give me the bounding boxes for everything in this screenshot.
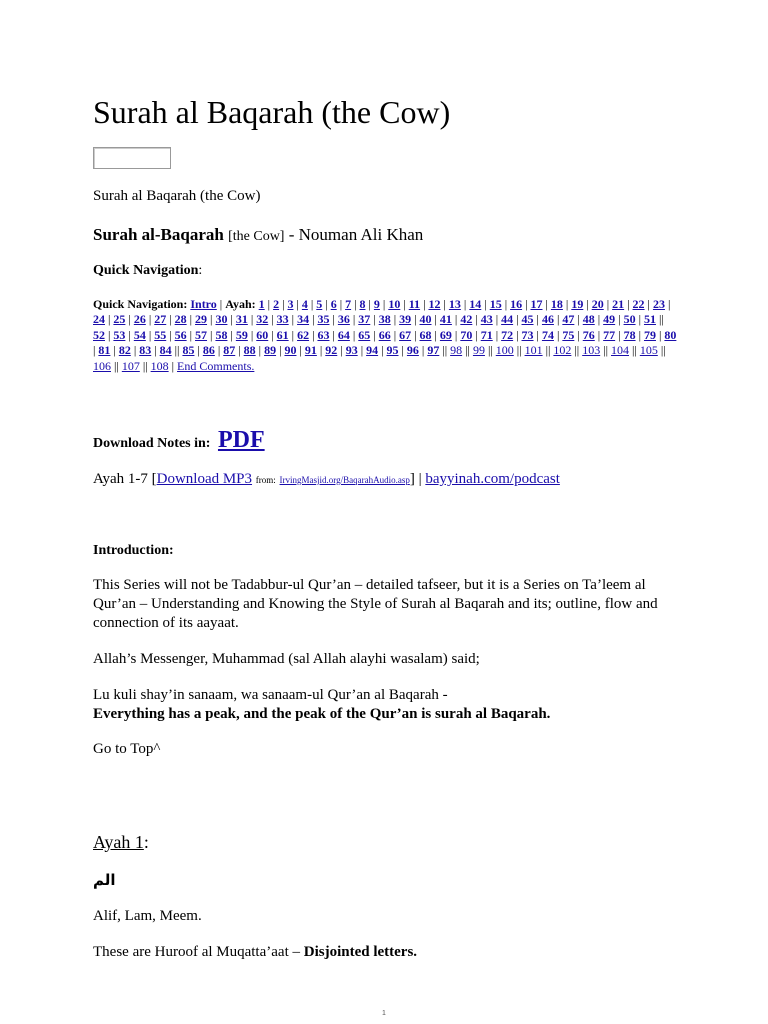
- nav-link-ayah-77[interactable]: 77: [603, 327, 616, 342]
- nav-link-ayah-84[interactable]: 84: [159, 343, 172, 358]
- nav-link-ayah-101[interactable]: 101: [524, 343, 543, 358]
- nav-link-ayah-51[interactable]: 51: [643, 312, 656, 327]
- irving-masjid-link[interactable]: IrvingMasjid.org/BaqarahAudio.asp: [279, 475, 410, 485]
- nav-link-ayah-78[interactable]: 78: [623, 327, 636, 342]
- nav-link-ayah-81[interactable]: 81: [98, 343, 111, 358]
- nav-link-ayah-106[interactable]: 106: [93, 358, 111, 373]
- nav-link-ayah-93[interactable]: 93: [345, 343, 358, 358]
- nav-link-ayah-80[interactable]: 80: [664, 327, 677, 342]
- nav-link-ayah-48[interactable]: 48: [582, 312, 595, 327]
- nav-link-ayah-47[interactable]: 47: [562, 312, 575, 327]
- nav-link-intro[interactable]: Intro: [190, 297, 217, 311]
- quick-navigation-heading-colon: :: [198, 263, 203, 278]
- nav-link-ayah-75[interactable]: 75: [562, 327, 575, 342]
- nav-link-ayah-31[interactable]: 31: [235, 312, 248, 327]
- nav-link-ayah-23[interactable]: 23: [652, 297, 665, 311]
- nav-link-ayah-38[interactable]: 38: [378, 312, 391, 327]
- ayah-audio-mid: ] |: [409, 471, 426, 487]
- nav-link-ayah-50[interactable]: 50: [623, 312, 636, 327]
- nav-link-ayah-99[interactable]: 99: [472, 343, 485, 358]
- surah-translation: [the Cow]: [228, 229, 285, 244]
- nav-link-end-comments[interactable]: End Comments.: [177, 358, 255, 373]
- nav-link-ayah-102[interactable]: 102: [553, 343, 572, 358]
- nav-link-ayah-89[interactable]: 89: [264, 343, 277, 358]
- nav-link-ayah-8[interactable]: 8: [359, 297, 366, 311]
- nav-link-ayah-39[interactable]: 39: [399, 312, 412, 327]
- nav-link-ayah-21[interactable]: 21: [612, 297, 625, 311]
- nav-link-ayah-96[interactable]: 96: [406, 343, 419, 358]
- nav-link-ayah-3[interactable]: 3: [287, 297, 294, 311]
- nav-link-ayah-9[interactable]: 9: [373, 297, 380, 311]
- nav-link-ayah-104[interactable]: 104: [611, 343, 629, 358]
- arabic-letters: الم: [93, 871, 116, 889]
- nav-link-ayah-49[interactable]: 49: [603, 312, 616, 327]
- nav-link-ayah-5[interactable]: 5: [316, 297, 323, 311]
- nav-link-ayah-6[interactable]: 6: [330, 297, 337, 311]
- quick-navigation-label: Quick Navigation:: [93, 297, 188, 311]
- nav-link-ayah-98[interactable]: 98: [450, 343, 463, 358]
- nav-link-ayah-83[interactable]: 83: [139, 343, 152, 358]
- nav-link-ayah-17[interactable]: 17: [530, 297, 543, 311]
- nav-link-ayah-85[interactable]: 85: [182, 343, 195, 358]
- quick-navigation-heading-label: Quick Navigation: [93, 263, 199, 278]
- ayah-audio-line: [93, 469, 683, 490]
- nav-link-ayah-11[interactable]: 11: [408, 297, 421, 311]
- subtitle: Surah al Baqarah (the Cow): [93, 188, 261, 204]
- quote-block: [93, 686, 683, 724]
- messenger-said: Allah’s Messenger, Muhammad (sal Allah alayhi wasalam) said;: [93, 651, 480, 667]
- quote-translation: Everything has a peak, and the peak of the Qur’an is surah al Baqarah.: [93, 706, 551, 722]
- nav-link-ayah-35[interactable]: 35: [317, 312, 330, 327]
- nav-link-ayah-37[interactable]: 37: [358, 312, 371, 327]
- nav-link-ayah-18[interactable]: 18: [550, 297, 563, 311]
- huroof-bold: Disjointed letters.: [303, 944, 418, 960]
- nav-link-ayah-4[interactable]: 4: [301, 297, 308, 311]
- nav-link-ayah-29[interactable]: 29: [195, 312, 208, 327]
- empty-box: [93, 147, 171, 169]
- nav-link-ayah-14[interactable]: 14: [469, 297, 482, 311]
- nav-link-ayah-79[interactable]: 79: [643, 327, 656, 342]
- nav-link-ayah-40[interactable]: 40: [419, 312, 432, 327]
- nav-link-ayah-46[interactable]: 46: [541, 312, 554, 327]
- nav-link-ayah-7[interactable]: 7: [345, 297, 352, 311]
- nav-link-ayah-22[interactable]: 22: [632, 297, 645, 311]
- nav-link-ayah-28[interactable]: 28: [174, 312, 187, 327]
- nav-link-ayah-100[interactable]: 100: [495, 343, 514, 358]
- nav-link-ayah-92[interactable]: 92: [325, 343, 338, 358]
- page-number: 1: [382, 1010, 386, 1017]
- nav-link-ayah-68[interactable]: 68: [419, 327, 432, 342]
- nav-link-ayah-94[interactable]: 94: [366, 343, 379, 358]
- nav-link-ayah-24[interactable]: 24: [93, 312, 105, 327]
- quote-transliteration: Lu kuli shay’in sanaam, wa sanaam-ul Qur’an al Baqarah -: [93, 687, 448, 703]
- nav-link-ayah-36[interactable]: 36: [337, 312, 350, 327]
- from-label: from:: [255, 475, 276, 485]
- nav-link-ayah-55[interactable]: 55: [154, 327, 167, 342]
- ayah-links: 1 | 2 | 3 | 4 | 5 | 6 | 7 | 8 | 9 | 10 | 11 | 12 | 13 | 14 | 15 | 16 | 17 | 18 | 19 | 20 | 21 | 22 | 23 | 24 | 25 | 26 | 27 | 28 | 29 | 30 | 31 | 32 | 33 | 34 | 35 | 36 | 37 | 38 | 39 | 40 | 41 | 42 | 43 | 44 | 45 | 46 | 47 | 48 | 49 | 50 | 51 || 52 | 53 | 54 | 55 | 56 | 57 | 58 | 59 | 60 | 61 | 62 | 63 | 64 | 65 | 66 | 67 | 68 | 69 | 70 | 71 | 72 | 73 | 74 | 75 | 76 | 77 | 78 | 79 | 80 | 81 | 82 | 83 | 84 || 85 | 86 | 87 | 88 | 89 | 90 | 91 | 92 | 93 | 94 | 95 | 96 | 97 || 98 || 99 || 100 || 101 || 102 || 103 || 104 || 105 || 106 || 107 || 108 | End Comments.: [93, 297, 677, 373]
- nav-link-ayah-12[interactable]: 12: [428, 297, 441, 311]
- introduction-heading: Introduction:: [93, 543, 174, 558]
- nav-link-ayah-107[interactable]: 107: [121, 358, 140, 373]
- go-to-top[interactable]: Go to Top^: [93, 741, 161, 757]
- nav-link-ayah-69[interactable]: 69: [439, 327, 452, 342]
- huroof-line: [93, 943, 683, 962]
- nav-link-ayah-54[interactable]: 54: [133, 327, 146, 342]
- download-notes-label: Download Notes in:: [93, 436, 211, 451]
- nav-link-ayah-91[interactable]: 91: [304, 343, 317, 358]
- nav-link-ayah-66[interactable]: 66: [378, 327, 391, 342]
- nav-link-ayah-58[interactable]: 58: [215, 327, 228, 342]
- nav-link-ayah-26[interactable]: 26: [133, 312, 146, 327]
- nav-link-ayah-74[interactable]: 74: [541, 327, 554, 342]
- author-line: [93, 224, 683, 248]
- surah-name: Surah al-Baqarah: [93, 225, 224, 244]
- download-notes: [93, 425, 683, 459]
- nav-link-ayah-16[interactable]: 16: [510, 297, 523, 311]
- nav-link-ayah-65[interactable]: 65: [358, 327, 371, 342]
- nav-link-ayah-73[interactable]: 73: [521, 327, 534, 342]
- ayah-1-heading: [93, 831, 683, 853]
- nav-link-ayah-67[interactable]: 67: [399, 327, 412, 342]
- ayah-1-heading-colon: :: [143, 832, 149, 852]
- transliteration: Alif, Lam, Meem.: [93, 908, 202, 924]
- nav-link-ayah-34[interactable]: 34: [297, 312, 310, 327]
- author-separator: -: [284, 225, 299, 244]
- page-title: Surah al Baqarah (the Cow): [93, 94, 451, 130]
- quick-navigation: Quick Navigation: Intro | Ayah: 1 | 2 | 3 | 4 | 5 | 6 | 7 | 8 | 9 | 10 | 11 | 12 | 13 | 14 | 15 | 16 | 17 | 18 | 19 | 20 | 21 | 22 | 23 | 24 | 25 | 26 | 27 | 28 | 29 | 30 | 31 | 32 | 33 | 34 | 35 | 36 | 37 | 38 | 39 | 40 | 41 | 42 | 43 | 44 | 45 | 46 | 47 | 48 | 49 | 50 | 51 || 52 | 53 | 54 | 55 | 56 | 57 | 58 | 59 | 60 | 61 | 62 | 63 | 64 | 65 | 66 | 67 | 68 | 69 | 70 | 71 | 72 | 73 | 74 | 75 | 76 | 77 | 78 | 79 | 80 | 81 | 82 | 83 | 84 || 85 | 86 | 87 | 88 | 89 | 90 | 91 | 92 | 93 | 94 | 95 | 96 | 97 || 98 || 99 || 100 || 101 || 102 || 103 || 104 || 105 || 106 || 107 || 108 | End Comments.: [93, 297, 677, 373]
- nav-link-ayah-60[interactable]: 60: [256, 327, 269, 342]
- nav-link-ayah-30[interactable]: 30: [215, 312, 228, 327]
- nav-link-ayah-82[interactable]: 82: [118, 343, 131, 358]
- ayah-1-heading-label: Ayah 1: [93, 832, 144, 852]
- nav-link-ayah-64[interactable]: 64: [337, 327, 350, 342]
- nav-link-ayah-25[interactable]: 25: [113, 312, 126, 327]
- nav-link-ayah-15[interactable]: 15: [489, 297, 502, 311]
- nav-link-ayah-59[interactable]: 59: [235, 327, 248, 342]
- nav-link-ayah-76[interactable]: 76: [582, 327, 595, 342]
- nav-link-ayah-2[interactable]: 2: [273, 297, 280, 311]
- nav-link-ayah-52[interactable]: 52: [93, 327, 105, 342]
- nav-link-ayah-56[interactable]: 56: [174, 327, 187, 342]
- nav-link-ayah-32[interactable]: 32: [256, 312, 269, 327]
- nav-link-ayah-19[interactable]: 19: [571, 297, 584, 311]
- ayah-label: Ayah:: [225, 297, 256, 311]
- nav-link-ayah-10[interactable]: 10: [388, 297, 401, 311]
- nav-link-ayah-103[interactable]: 103: [582, 343, 601, 358]
- nav-link-ayah-108[interactable]: 108: [150, 358, 169, 373]
- nav-link-ayah-27[interactable]: 27: [154, 312, 167, 327]
- nav-link-ayah-20[interactable]: 20: [591, 297, 604, 311]
- nav-link-ayah-72[interactable]: 72: [501, 327, 514, 342]
- nav-link-ayah-43[interactable]: 43: [480, 312, 493, 327]
- nav-link-ayah-33[interactable]: 33: [276, 312, 289, 327]
- ayah-audio-prefix: Ayah 1-7 [: [93, 471, 157, 487]
- pdf-link[interactable]: PDF: [217, 427, 265, 453]
- nav-link-ayah-61[interactable]: 61: [276, 327, 289, 342]
- quick-navigation-heading: [93, 262, 683, 280]
- nav-link-ayah-90[interactable]: 90: [284, 343, 297, 358]
- nav-link-ayah-45[interactable]: 45: [521, 312, 534, 327]
- nav-link-ayah-41[interactable]: 41: [439, 312, 452, 327]
- nav-link-ayah-71[interactable]: 71: [480, 327, 493, 342]
- author-name: Nouman Ali Khan: [298, 225, 424, 244]
- nav-link-ayah-57[interactable]: 57: [195, 327, 208, 342]
- nav-link-ayah-53[interactable]: 53: [113, 327, 126, 342]
- introduction-paragraph: This Series will not be Tadabbur-ul Qur’an – detailed tafseer, but it is a Series on Ta’leem al Qur’an – Understanding and Knowing the Style of Surah al Baqarah and its; outline, flow and connection of its aayaat.: [93, 577, 658, 631]
- nav-link-ayah-87[interactable]: 87: [223, 343, 236, 358]
- nav-link-ayah-86[interactable]: 86: [202, 343, 215, 358]
- nav-link-ayah-95[interactable]: 95: [386, 343, 399, 358]
- nav-link-ayah-42[interactable]: 42: [460, 312, 473, 327]
- nav-link-ayah-62[interactable]: 62: [297, 327, 310, 342]
- nav-link-ayah-70[interactable]: 70: [460, 327, 473, 342]
- nav-link-ayah-44[interactable]: 44: [501, 312, 514, 327]
- huroof-prefix: These are Huroof al Muqatta’aat –: [93, 944, 304, 960]
- nav-link-ayah-88[interactable]: 88: [243, 343, 256, 358]
- nav-link-ayah-105[interactable]: 105: [639, 343, 658, 358]
- nav-link-ayah-63[interactable]: 63: [317, 327, 330, 342]
- podcast-link[interactable]: bayyinah.com/podcast: [425, 471, 560, 487]
- nav-link-ayah-13[interactable]: 13: [448, 297, 461, 311]
- download-mp3-link[interactable]: Download MP3: [156, 471, 253, 487]
- nav-link-ayah-1[interactable]: 1: [258, 297, 265, 311]
- nav-link-ayah-97[interactable]: 97: [427, 343, 440, 358]
